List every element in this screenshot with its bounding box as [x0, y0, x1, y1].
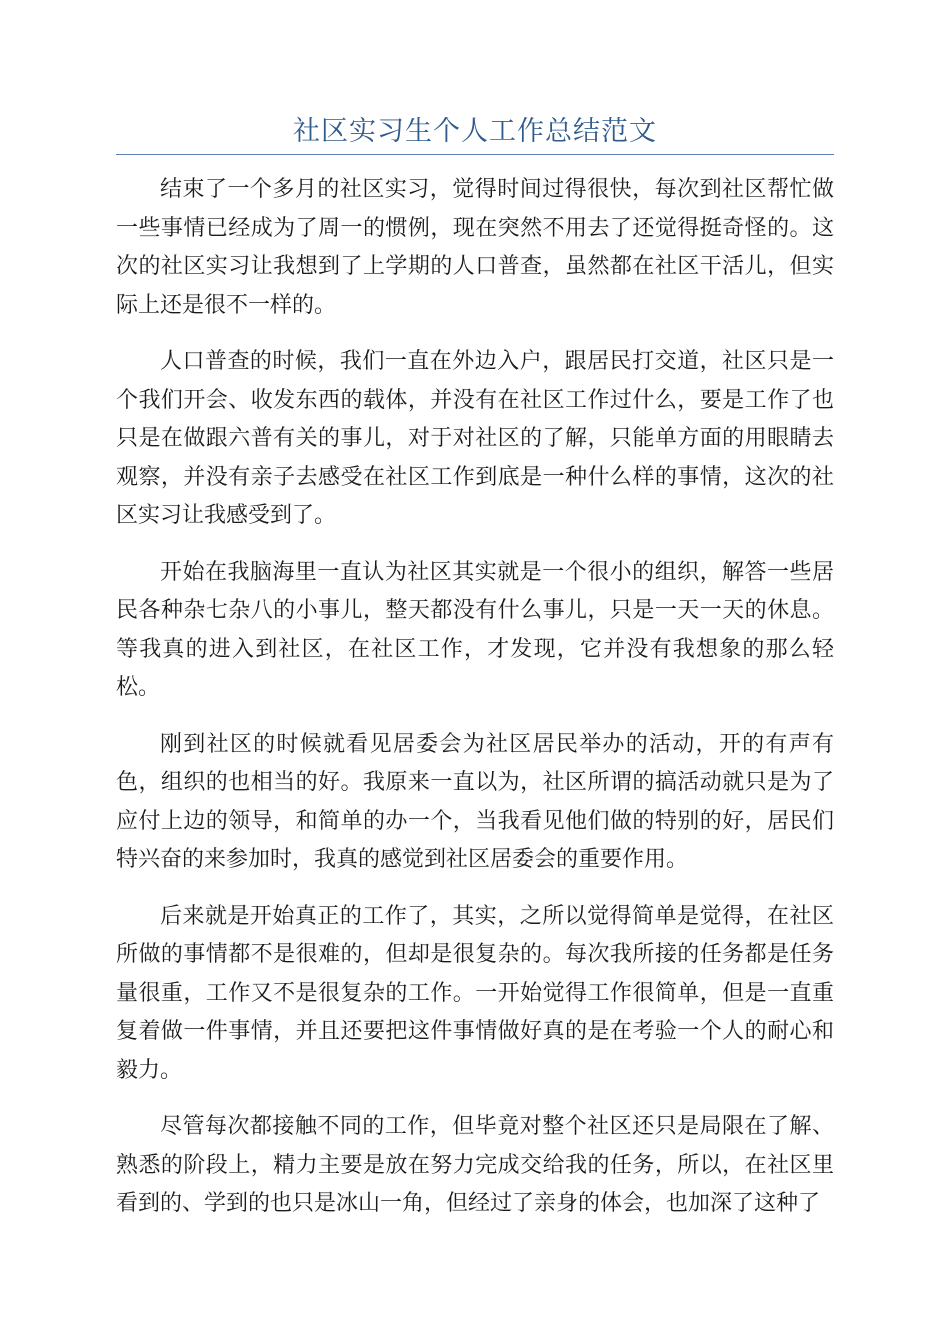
paragraph-5: 后来就是开始真正的工作了，其实，之所以觉得简单是觉得，在社区所做的事情都不是很难的，但却是很复杂的。每次我所接的任务都是任务量很重，工作又不是很复杂的工作。一开始觉得工作很简单，但是一直重复着做一件事情，并且还要把这件事情做好真的是在考验一个人的耐心和毅力。 [116, 903, 834, 1083]
paragraph-3: 开始在我脑海里一直认为社区其实就是一个很小的组织，解答一些居民各种杂七杂八的小事儿，整天都没有什么事儿，只是一天一天的休息。等我真的进入到社区，在社区工作，才发现，它并没有我想象的那么轻松。 [116, 559, 834, 700]
paragraph-4: 刚到社区的时候就看见居委会为社区居民举办的活动，开的有声有色，组织的也相当的好。我原来一直以为，社区所谓的搞活动就只是为了应付上边的领导，和简单的办一个，当我看见他们做的特别的好，居民们特兴奋的来参加时，我真的感觉到社区居委会的重要作用。 [116, 731, 834, 872]
paragraph-2: 人口普查的时候，我们一直在外边入户，跟居民打交道，社区只是一个我们开会、收发东西的载体，并没有在社区工作过什么，要是工作了也只是在做跟六普有关的事儿，对于对社区的了解，只能单方面的用眼睛去观察，并没有亲子去感受在社区工作到底是一种什么样的事情，这次的社区实习让我感受到了。 [116, 349, 834, 528]
paragraph-6: 尽管每次都接触不同的工作，但毕竟对整个社区还只是局限在了解、熟悉的阶段上，精力主要是放在努力完成交给我的任务，所以，在社区里看到的、学到的也只是冰山一角，但经过了亲身的体会，也加深了这种了 [116, 1114, 834, 1216]
document-title: 社区实习生个人工作总结范文 [293, 116, 657, 147]
paragraph-1: 结束了一个多月的社区实习，觉得时间过得很快，每次到社区帮忙做一些事情已经成为了周一的惯例，现在突然不用去了还觉得挺奇怪的。这次的社区实习让我想到了上学期的人口普查，虽然都在社区干活儿，但实际上还是很不一样的。 [116, 177, 834, 318]
title-underline [116, 154, 834, 155]
document-body [116, 171, 834, 1242]
